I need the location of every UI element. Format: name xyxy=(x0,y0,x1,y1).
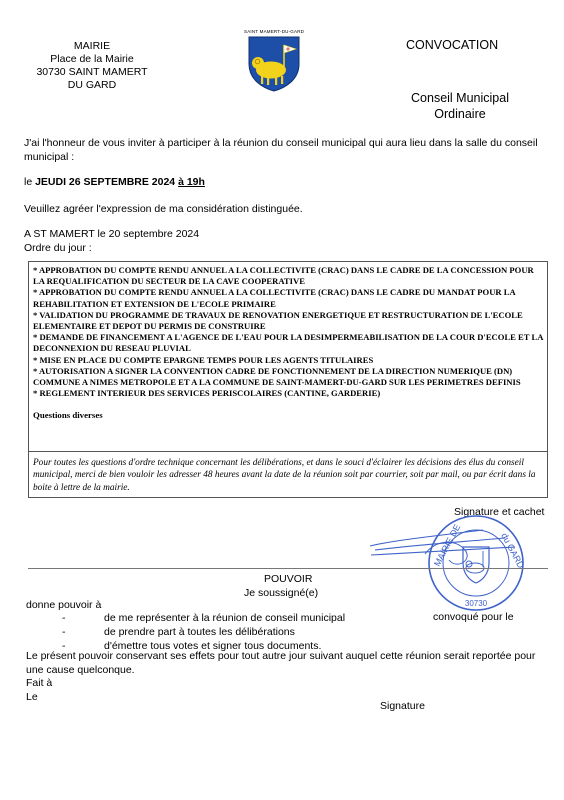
date-time: à 19h xyxy=(178,176,205,188)
intro-text: J'ai l'honneur de vous inviter à participer à la réunion du conseil municipal qui aura lieu dans la salle du conseil municipal : xyxy=(24,137,538,163)
mairie-address xyxy=(22,40,162,92)
logo-caption: SAINT MAMERT-DU-GARD xyxy=(244,29,305,34)
ordre-du-jour-label: Ordre du jour : xyxy=(24,242,92,254)
mairie-line: 30730 SAINT MAMERT xyxy=(36,66,148,78)
signature-cachet-label: Signature et cachet xyxy=(454,506,545,518)
present-pouvoir-text: Le présent pouvoir conservant ses effets pour tout autre jour suivant auquel cette réunion serait reportée pour une cause quelconque. xyxy=(26,650,536,676)
technical-note: Pour toutes les questions d'ordre technique concernant les délibérations, et dans le souci d'éclairer les décisions des élus du conseil municipal, merci de bien vouloir les adresser 48 heures avant la date de la réunion soit par courrier, soit par mail, ou par écrit dans la boite à lettre de la mairie. xyxy=(33,458,536,493)
signature-label: Signature xyxy=(380,700,425,712)
mairie-stamp-icon xyxy=(425,513,527,613)
pouvoir-title: POUVOIR xyxy=(264,573,313,585)
pouvoir-bullet: - d'émettre tous votes et signer tous documents. xyxy=(62,640,322,652)
regards-text: Veuillez agréer l'expression de ma considération distinguée. xyxy=(24,203,303,215)
place-date: A ST MAMERT le 20 septembre 2024 xyxy=(24,228,200,240)
agenda-item: * VALIDATION DU PROGRAMME DE TRAVAUX DE RENOVATION ENERGETIQUE ET RESTRUCTURATION DE L'ECOLE ELEMENTAIRE ET DEPOT DU PERMIS DE CONSTRUIRE xyxy=(33,309,523,332)
coat-of-arms-icon xyxy=(245,34,303,92)
date-prefix: le xyxy=(24,176,36,188)
meeting-date xyxy=(24,176,205,188)
convoque-pour-label: convoqué pour le xyxy=(433,611,514,623)
mairie-line: Place de la Mairie xyxy=(50,53,134,65)
agenda-item: * MISE EN PLACE DU COMPTE EPARGNE TEMPS POUR LES AGENTS TITULAIRES xyxy=(33,354,374,365)
convocation-title: CONVOCATION xyxy=(406,38,499,52)
technical-note-box xyxy=(28,452,548,498)
questions-diverses: Questions diverses xyxy=(33,410,103,421)
conseil-line: Ordinaire xyxy=(434,107,486,121)
mairie-line: MAIRIE xyxy=(73,40,111,52)
stamp-left-text: MAIRIE DE xyxy=(431,522,463,568)
section-divider xyxy=(28,568,548,569)
agenda-box xyxy=(28,261,548,452)
fait-a-label: Fait à xyxy=(26,677,53,689)
pouvoir-bullet: - de prendre part à toutes les délibérations xyxy=(62,626,295,638)
donne-pouvoir-label: donne pouvoir à xyxy=(26,599,102,611)
agenda-item: * APPROBATION DU COMPTE RENDU ANNUEL A LA COLLECTIVITE (CRAC) DANS LE CADRE DU MANDAT POUR LA REHABILITATION ET EXTENSION DE L'ECOLE PRIMAIRE xyxy=(33,287,516,309)
soussigne-label: Je soussigné(e) xyxy=(244,587,319,599)
town-logo xyxy=(244,29,304,97)
stamp-postcode: 30730 xyxy=(464,599,488,608)
conseil-title xyxy=(400,90,520,122)
agenda-item: * AUTORISATION A SIGNER LA CONVENTION CADRE DE FONCTIONNEMENT DE LA DIRECTION NUMERIQUE (DN) COMMUNE A NIMES METROPOLE ET A LA COMMUNE DE SAINT-MAMERT-DU-GARD SUR LES PERIMETRES DEFINIS xyxy=(33,365,521,388)
agenda-item: * APPROBATION DU COMPTE RENDU ANNUEL A LA COLLECTIVITE (CRAC) DANS LE CADRE DE LA CONCESSION POUR LA REQUALIFICATION DU SECTEUR DE LA CAVE COOPERATIVE xyxy=(33,265,534,287)
pouvoir-bullet: - de me représenter à la réunion de conseil municipal xyxy=(62,612,346,624)
le-label: Le xyxy=(26,691,38,703)
agenda-item: * DEMANDE DE FINANCEMENT A L'AGENCE DE L'EAU POUR LA DESIMPERMEABILISATION DE LA COUR D'ECOLE ET LA DECONNEXION DU RESEAU PLUVIAL xyxy=(33,332,543,354)
agenda-item: * REGLEMENT INTERIEUR DES SERVICES PERISCOLAIRES (CANTINE, GARDERIE) xyxy=(33,388,381,399)
mairie-line: DU GARD xyxy=(67,79,117,91)
date-bold: JEUDI 26 SEPTEMBRE 2024 xyxy=(35,176,179,188)
conseil-line: Conseil Municipal xyxy=(411,91,509,105)
stamp-right-text: du GARD xyxy=(499,531,527,570)
